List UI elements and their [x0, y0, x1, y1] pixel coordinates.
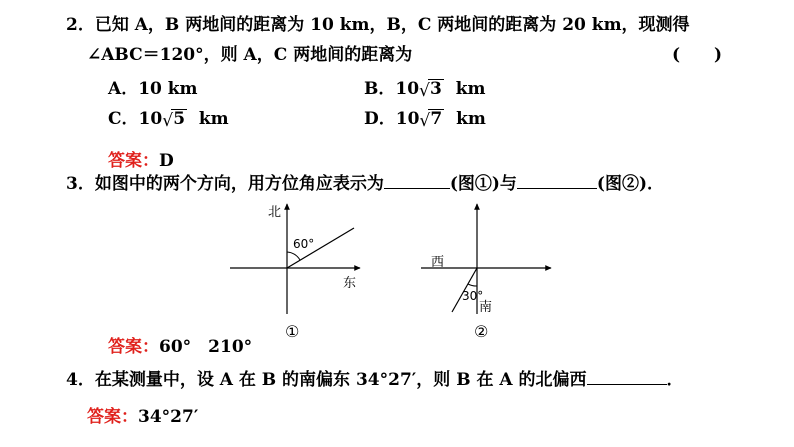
sqrt-sign: √ 3: [419, 79, 442, 101]
answer-value: 34°27′: [138, 407, 199, 427]
q2-line2: ∠ABC＝120°，则 A，C 两地间的距离为: [87, 45, 413, 65]
q3-text: [66, 172, 664, 195]
option-label: D．: [364, 109, 396, 129]
q3-text-a: 3．如图中的两个方向，用方位角应表示为: [66, 174, 384, 194]
answer-label: 答案：: [87, 407, 138, 427]
blank-answer[interactable]: [587, 368, 667, 385]
q2-line1: 2．已知 A，B 两地间的距离为 10 km，B，C 两地间的距离为 20 km，现测得: [66, 15, 690, 35]
angle-arc: [287, 252, 300, 260]
radicand: 3: [430, 79, 442, 99]
fig1-angle-label: 60°: [293, 237, 315, 251]
figure-1-compass: [228, 196, 368, 326]
fig1-north-label: 北: [268, 205, 282, 220]
answer-label: 答案：: [108, 337, 159, 357]
sqrt-sign: √ 5: [162, 109, 186, 131]
q4-text-b: ．: [666, 370, 684, 390]
fig1-east-label: 东: [343, 276, 357, 291]
angle-arc: [468, 284, 477, 286]
q2-option-d: [364, 104, 486, 129]
blank-fig2[interactable]: [517, 172, 597, 189]
fig2-caption: ②: [474, 322, 489, 341]
option-value: 10 km: [138, 79, 198, 99]
option-coef: 10: [138, 109, 163, 129]
option-unit: km: [455, 79, 486, 99]
radicand: 5: [173, 109, 186, 129]
option-unit: km: [198, 109, 229, 129]
q2-option-b: [364, 74, 486, 99]
q3-text-c: (图②)．: [596, 174, 665, 194]
answer-value: 60° 210°: [159, 337, 253, 357]
option-label: A．: [108, 79, 139, 99]
fig2-angle-label: 30°: [462, 289, 484, 303]
option-coef: 10: [395, 109, 420, 129]
q4-answer: [87, 402, 198, 427]
q2-option-c: [108, 104, 229, 129]
q4-text: [66, 368, 684, 391]
fig1-caption: ①: [285, 322, 300, 341]
q2-option-a: [108, 74, 198, 99]
answer-value: D: [159, 151, 174, 171]
radicand: 7: [430, 109, 443, 129]
blank-fig1[interactable]: [384, 172, 450, 189]
fig2-south-label: 南: [479, 300, 493, 315]
sqrt-sign: √ 7: [419, 109, 443, 131]
q3-answer: [108, 332, 252, 357]
answer-label: 答案：: [108, 151, 159, 171]
fig2-west-label: 西: [431, 255, 445, 270]
q2-paren: ( ): [672, 45, 723, 65]
option-coef: 10: [395, 79, 420, 99]
option-unit: km: [456, 109, 486, 129]
q4-text-a: 4．在某测量中，设 A 在 B 的南偏东 34°27′，则 B 在 A 的北偏西: [66, 370, 587, 390]
option-label: B．: [364, 79, 396, 99]
q2-answer: [108, 146, 174, 171]
option-label: C．: [108, 109, 139, 129]
q3-text-b: (图①)与: [449, 174, 517, 194]
